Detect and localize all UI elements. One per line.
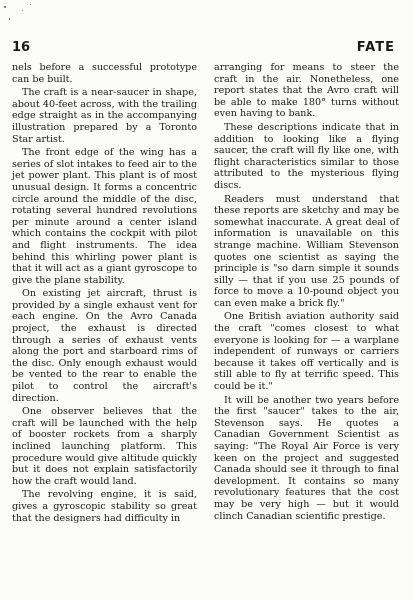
paragraph: One observer believes that the craft will be launched with the help of booster rockets from a sharply inclined launching platform. This procedure would give altitude quickly but it does not explain satisfactorily how the craft would land.	[12, 406, 197, 487]
paragraph: Readers must understand that these reports are sketchy and may be somewhat inaccurate. A great deal of information is unavailable on this strange machine. William Stevenson quotes one scientist as saying the principle is "so darn simple it sounds silly — that if you use 25 pounds of force to move a 10-pound object you can even make a brick fly."	[214, 193, 399, 309]
running-title: FATE	[356, 40, 395, 55]
scan-speck	[30, 4, 31, 5]
paragraph: The revolving engine, it is said, gives a gyroscopic stability so great that the designers had difficulty in	[12, 489, 197, 524]
paragraph: It will be another two years before the first "saucer" takes to the air, Stevenson says. He quotes a Canadian Government Scientist as saying: "The Royal Air Force is very keen on the project and suggested Canada should see it through to final development. It contains so many revolutionary features that the cost may be very high — but it would clinch Canadian scientific prestige.	[214, 394, 399, 522]
page-number: 16	[12, 40, 31, 55]
paragraph: These descriptions indicate that in addition to looking like a flying saucer, the craft will fly like one, with flight characteristics similar to those attributed to the mysterious flying discs.	[214, 121, 399, 191]
right-column	[214, 62, 399, 522]
page-header	[12, 40, 395, 58]
scan-speck	[4, 6, 6, 8]
paragraph: nels before a successful prototype can be built.	[12, 62, 197, 85]
paragraph: One British aviation authority said the craft "comes closest to what everyone is looking for — a warplane independent of runways or carriers because it takes off vertically and is still able to fly at terrific speed. This could be it."	[214, 311, 399, 393]
paragraph: On existing jet aircraft, thrust is provided by a single exhaust vent for each engine. On the Avro Canada project, the exhaust is directed through a series of exhaust vents along the port and starboard rims of the disc. Only enough exhaust would be vented to the rear to enable the pilot to control the aircraft's direction.	[12, 288, 197, 404]
paragraph: The front edge of the wing has a series of slot intakes to feed air to the jet power plant. This plant is of most unusual design. It forms a concentric circle around the middle of the disc, rotating several hundred revolutions per minute around a center island which contains the cockpit with pilot and flight instruments. The idea behind this whirling power plant is that it will act as a giant gyroscope to give the plane stability.	[12, 147, 197, 286]
scan-speck	[22, 10, 23, 11]
scan-speck	[9, 18, 10, 20]
left-column	[12, 62, 197, 524]
paragraph: The craft is a near-saucer in shape, about 40-feet across, with the trailing edge straight as in the accompanying illustration prepared by a Toronto Star artist.	[12, 87, 197, 145]
paragraph: arranging for means to steer the craft in the air. Nonetheless, one report states that the Avro craft will be able to make 180° turns without even having to bank.	[214, 62, 399, 120]
